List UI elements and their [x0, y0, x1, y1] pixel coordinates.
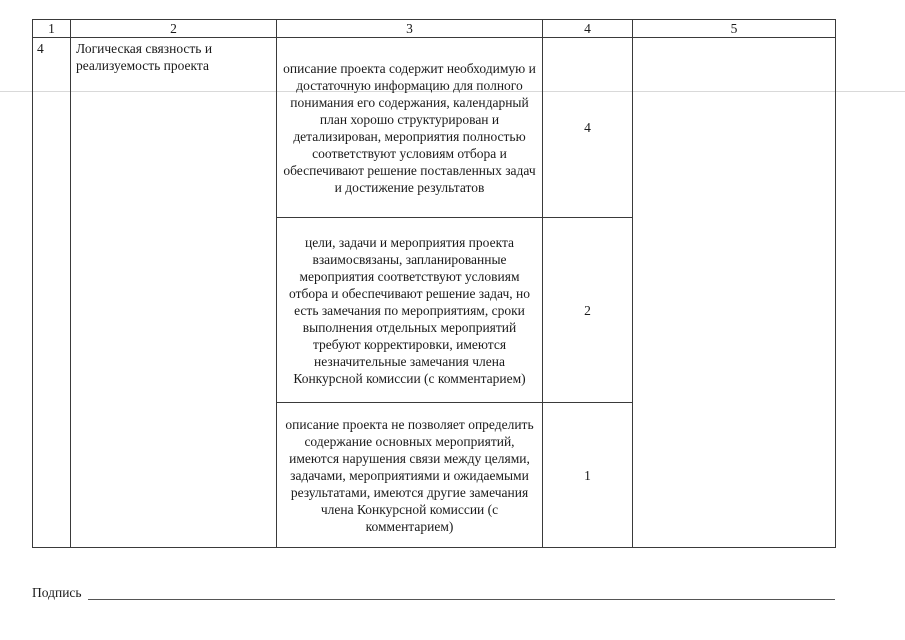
header-col-1: 1	[33, 20, 71, 38]
level-description-1: описание проекта содержит необходимую и достаточную информацию для полного понимания его содержания, календарный план хорошо структурирован и детализирован, мероприятия полностью соответствуют условиям отбора и обеспечивают решение поставленных задач и достижение результатов	[277, 38, 543, 218]
level-description-3: описание проекта не позволяет определить содержание основных мероприятий, имеются нарушения связи между целями, задачами, мероприятиями и ожидаемыми результатами, имеются другие замечания члена Конкурсной комиссии (с комментарием)	[277, 403, 543, 548]
level-score-2: 2	[543, 218, 633, 403]
header-col-2: 2	[71, 20, 277, 38]
table-header	[33, 20, 836, 38]
signature-line	[88, 599, 835, 600]
level-score-1: 4	[543, 38, 633, 218]
level-score-3: 1	[543, 403, 633, 548]
criterion-name: Логическая связность и реализуемость проекта	[71, 38, 277, 548]
criterion-number: 4	[33, 38, 71, 548]
table-body	[33, 38, 836, 548]
header-col-5: 5	[633, 20, 836, 38]
level-description-2: цели, задачи и мероприятия проекта взаимосвязаны, запланированные мероприятия соответствуют условиям отбора и обеспечивают решение задач, но есть замечания по мероприятиям, сроки выполнения отдельных мероприятий требуют корректировки, имеются незначительные замечания члена Конкурсной комиссии (с комментарием)	[277, 218, 543, 403]
comment-cell	[633, 38, 836, 548]
header-col-3: 3	[277, 20, 543, 38]
header-row	[33, 20, 836, 38]
signature-label: Подпись	[32, 585, 82, 600]
header-col-4: 4	[543, 20, 633, 38]
table-row	[33, 38, 836, 218]
evaluation-criteria-table	[32, 19, 836, 548]
